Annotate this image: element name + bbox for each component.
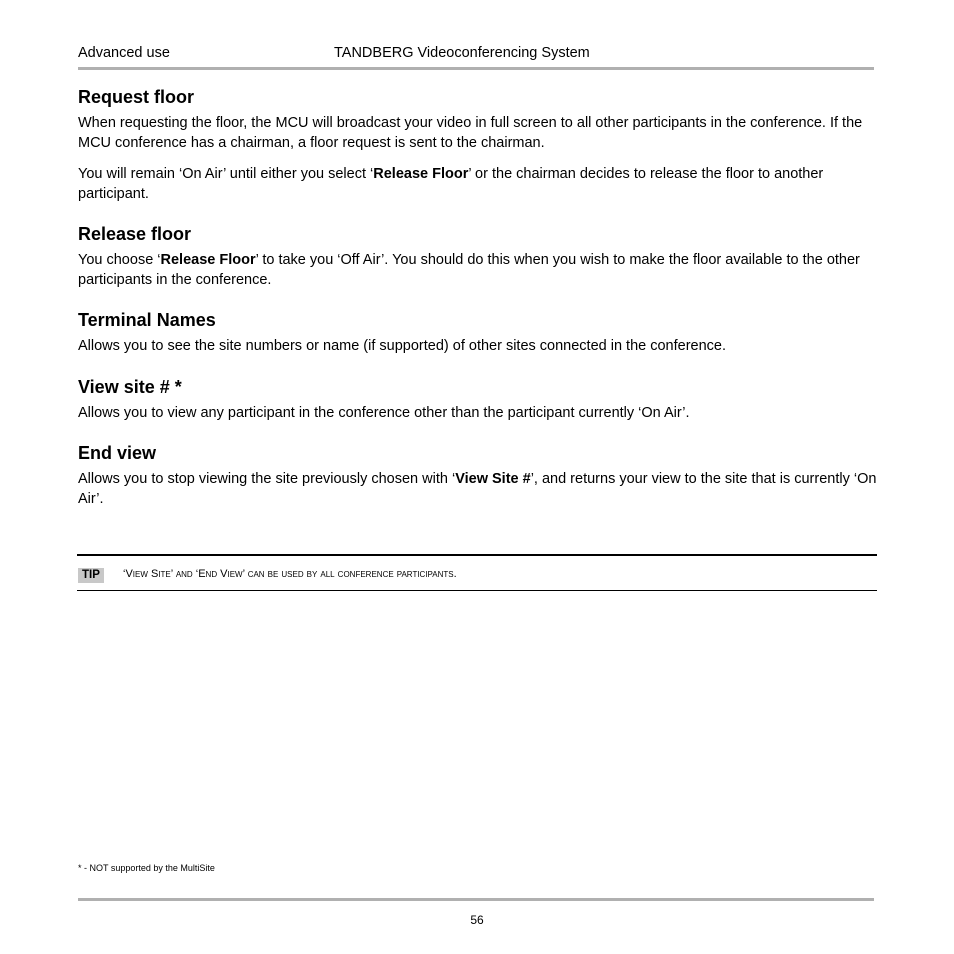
section-release-floor bbox=[78, 223, 878, 290]
tip-label: TIP bbox=[78, 568, 104, 583]
section-paragraph bbox=[78, 251, 878, 290]
header-section-title: Advanced use bbox=[78, 45, 170, 61]
section-heading: Request floor bbox=[78, 87, 195, 107]
tip-text: ‘View Site’ and ‘End View’ can be used by all conference participants. bbox=[123, 568, 457, 580]
header-product-title: TANDBERG Videoconferencing System bbox=[334, 45, 590, 61]
section-paragraph: Allows you to view any participant in the conference other than the participant currently ‘On Air’. bbox=[78, 404, 690, 421]
section-view-site bbox=[78, 376, 878, 424]
paragraph-text: You will remain ‘On Air’ until either you select ‘ bbox=[78, 166, 374, 182]
section-heading: View site # * bbox=[78, 376, 182, 397]
paragraph-text: ’ or the chairman decides to release the floor to another participant. bbox=[78, 166, 824, 202]
section-end-view bbox=[78, 442, 878, 509]
section-heading: End view bbox=[78, 443, 157, 463]
page-header bbox=[78, 45, 874, 70]
section-paragraph: When requesting the floor, the MCU will broadcast your video in full screen to all other participants in the conference. If the MCU conference has a chairman, a floor request is sent to the chairman. bbox=[78, 115, 863, 151]
footnote: * - NOT supported by the MultiSite bbox=[78, 863, 215, 873]
section-paragraph: Allows you to see the site numbers or name (if supported) of other sites connected in the conference. bbox=[78, 338, 727, 354]
paragraph-text: ’ to take you ‘Off Air’. You should do this when you wish to make the floor available to the other participants in the conference. bbox=[78, 252, 860, 288]
paragraph-text: Allows you to stop viewing the site previously chosen with ‘ bbox=[78, 471, 456, 487]
paragraph-bold-term: View Site # bbox=[455, 471, 531, 487]
paragraph-bold-term: Release Floor bbox=[373, 166, 469, 182]
main-content bbox=[78, 86, 878, 528]
tip-box bbox=[77, 554, 877, 591]
section-heading: Release floor bbox=[78, 224, 192, 244]
paragraph-text: ’, and returns your view to the site that is currently ‘On Air’. bbox=[78, 471, 877, 507]
page-number: 56 bbox=[470, 913, 484, 927]
section-paragraph bbox=[78, 470, 878, 509]
section-request-floor bbox=[78, 86, 878, 204]
section-paragraph bbox=[78, 165, 878, 204]
section-terminal-names bbox=[78, 309, 878, 357]
section-heading: Terminal Names bbox=[78, 310, 216, 330]
footer-divider bbox=[78, 898, 874, 901]
paragraph-bold-term: Release Floor bbox=[160, 252, 256, 268]
paragraph-text: You choose ‘ bbox=[78, 252, 161, 268]
